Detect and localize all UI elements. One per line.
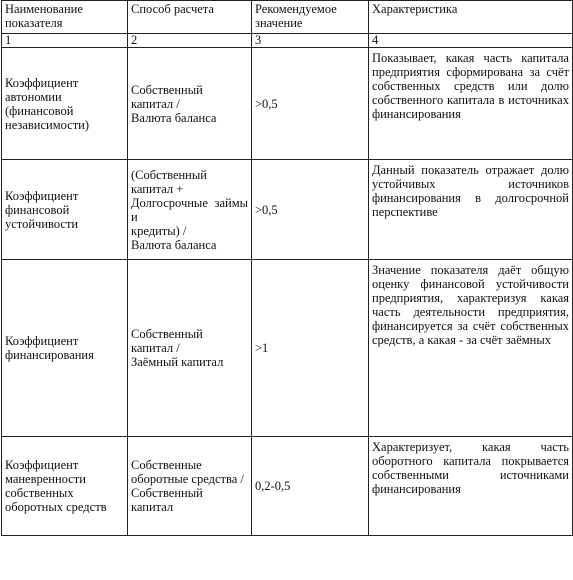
indicator-name — [2, 160, 128, 260]
table-row — [2, 437, 573, 536]
calculation-formula — [128, 160, 252, 260]
indicator-name-text: Коэффициент финансирования — [5, 334, 94, 362]
recommended-value: >0,5 — [252, 160, 369, 260]
calculation-formula — [128, 260, 252, 437]
indicator-name — [2, 48, 128, 160]
header-calculation-method: Способ расчета — [128, 1, 252, 34]
column-number: 1 — [2, 34, 128, 48]
table-header-row — [2, 1, 573, 34]
table-row — [2, 260, 573, 437]
characteristic: Показывает, какая часть капитала предприятия сформирована за счёт собственных средств или долю собственного капитала в источниках финансирования — [369, 48, 573, 160]
column-number: 4 — [369, 34, 573, 48]
characteristic: Значение показателя даёт общую оценку финансовой устойчивости предприятия, характеризуя какая часть деятельности предприятия, финансируется за счёт собственных средств, а какая - за счёт заёмных — [369, 260, 573, 437]
header-characteristic: Характеристика — [369, 1, 573, 34]
indicators-table — [1, 0, 573, 536]
header-indicator-name: Наименование показателя — [2, 1, 128, 34]
column-number-row — [2, 34, 573, 48]
table-row — [2, 160, 573, 260]
recommended-value: >1 — [252, 260, 369, 437]
calculation-formula — [128, 437, 252, 536]
characteristic: Данный показатель отражает долю устойчивых источников финансирования в долгосрочной перспективе — [369, 160, 573, 260]
indicator-name-text: Коэффициент автономии (финансовой независимости) — [5, 75, 90, 132]
table-row — [2, 48, 573, 160]
calculation-formula-text: Собственный капитал / Заёмный капитал — [131, 327, 224, 369]
indicator-name — [2, 437, 128, 536]
column-number: 2 — [128, 34, 252, 48]
calculation-formula — [128, 48, 252, 160]
calculation-formula-text: (Собственный капитал + Долгосрочные займы и кредиты) / Валюта баланса — [131, 167, 248, 252]
recommended-value: 0,2-0,5 — [252, 437, 369, 536]
indicator-name — [2, 260, 128, 437]
column-number: 3 — [252, 34, 369, 48]
characteristic: Характеризует, какая часть оборотного капитала покрывается собственными источниками финансирования — [369, 437, 573, 536]
calculation-formula-text: Собственный капитал / Валюта баланса — [131, 82, 217, 125]
header-recommended-value: Рекомендуемое значение — [252, 1, 369, 34]
calculation-formula-text: Собственные оборотные средства / Собственный капитал — [131, 458, 244, 514]
indicator-name-text: Коэффициент маневренности собственных оборотных средств — [5, 458, 107, 514]
recommended-value: >0,5 — [252, 48, 369, 160]
indicator-name-text: Коэффициент финансовой устойчивости — [5, 188, 79, 231]
